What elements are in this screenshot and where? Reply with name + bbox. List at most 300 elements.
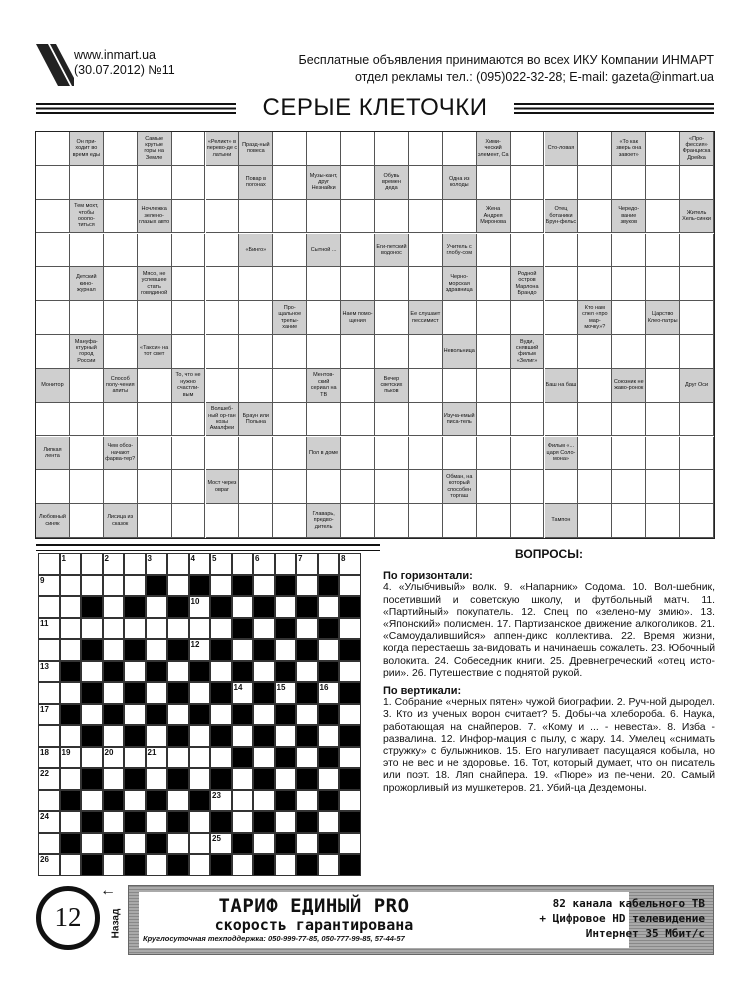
crossword-cell[interactable] [210,833,232,855]
back-button[interactable]: Назад [110,908,122,939]
scanword-cell [341,200,375,234]
crossword-black-cell [296,596,318,618]
crossword-number: 19 [61,747,71,757]
scanword-cell [70,403,104,437]
crossword-number: 14 [233,683,243,692]
scanword-cell [307,403,341,437]
crossword-cell[interactable] [210,661,232,683]
scanword-clue: Кто нам спел «про мар-мочку»? [578,301,612,335]
crossword-black-cell [103,661,125,683]
crossword-cell[interactable] [124,704,146,726]
crossword-cell[interactable] [232,553,254,575]
crossword-cell[interactable] [167,747,189,769]
scanword-cell [511,132,545,166]
scanword-cell [138,403,172,437]
crossword-cell[interactable] [38,639,60,661]
crossword-cell[interactable] [296,833,318,855]
scanword-cell [511,504,545,538]
crossword-cell[interactable] [60,747,82,769]
scanword-cell [341,267,375,301]
crossword-black-cell [318,618,340,640]
crossword-cell[interactable] [124,747,146,769]
scanword-cell [443,200,477,234]
crossword-cell[interactable] [210,704,232,726]
crossword-black-cell [81,682,103,704]
crossword-cell[interactable] [38,747,60,769]
crossword-cell[interactable] [103,747,125,769]
crossword-cell[interactable] [60,725,82,747]
crossword-cell[interactable] [339,790,361,812]
crossword-black-cell [253,639,275,661]
crossword-cell[interactable] [81,790,103,812]
scanword-cell [36,301,70,335]
scanword-cell [578,403,612,437]
crossword-cell[interactable] [189,682,211,704]
crossword-cell[interactable] [103,768,125,790]
crossword-cell[interactable] [189,618,211,640]
ad-banner[interactable] [128,885,714,955]
scanword-clue: Про-щальное трепы-хание [273,301,307,335]
crossword-cell[interactable] [38,704,60,726]
crossword-cell[interactable] [167,661,189,683]
crossword-black-cell [296,768,318,790]
crossword-cell[interactable] [275,768,297,790]
crossword-cell[interactable] [253,618,275,640]
crossword-cell[interactable] [189,725,211,747]
crossword-cell[interactable] [146,725,168,747]
scanword-cell [172,504,206,538]
scanword-clue: Вечер светских пьков [375,369,409,403]
crossword-cell[interactable] [318,639,340,661]
scanword-clue: Отец ботаники Брун-фельс [545,200,579,234]
scanword-cell [443,301,477,335]
scanword-clue: Сто-ловая [545,132,579,166]
scanword-cell [578,470,612,504]
crossword-cell[interactable] [339,575,361,597]
scanword-clue: Еги-петский водонос [375,234,409,268]
crossword-black-cell [210,854,232,876]
scanword-cell [612,301,646,335]
scanword-cell [545,301,579,335]
scanword-cell [172,200,206,234]
ad-subtitle: скорость гарантирована [214,916,414,934]
crossword-cell[interactable] [38,790,60,812]
crossword-cell[interactable] [189,811,211,833]
scanword-cell [612,166,646,200]
scanword-cell [239,267,273,301]
crossword-cell[interactable] [339,747,361,769]
crossword-black-cell [232,618,254,640]
crossword-cell[interactable] [103,596,125,618]
crossword-cell[interactable] [38,575,60,597]
scanword-clue: «Бинго» [239,234,273,268]
crossword-cell[interactable] [146,639,168,661]
crossword-black-cell [210,811,232,833]
scanword-cell [273,267,307,301]
crossword-cell[interactable] [81,575,103,597]
crossword-cell[interactable] [210,618,232,640]
crossword-cell[interactable] [210,553,232,575]
crossword-black-cell [339,682,361,704]
crossword-number: 10 [190,597,200,606]
crossword-number: 11 [40,618,49,628]
scanword-clue: Житель Хель-синки [680,200,714,234]
scanword-cell [612,335,646,369]
crossword-black-cell [210,725,232,747]
crossword-cell[interactable] [296,747,318,769]
crossword-cell[interactable] [253,553,275,575]
scanword-clue: Невольница [443,335,477,369]
crossword-cell[interactable] [103,639,125,661]
scanword-cell [341,403,375,437]
crossword-cell[interactable] [318,596,340,618]
scanword-cell [477,335,511,369]
scanword-cell [646,200,680,234]
scanword-cell [273,369,307,403]
crossword-cell[interactable] [124,575,146,597]
crossword-cell[interactable] [38,833,60,855]
crossword-cell[interactable] [38,661,60,683]
crossword-cell[interactable] [318,553,340,575]
crossword-cell[interactable] [103,682,125,704]
crossword-cell[interactable] [60,811,82,833]
scanword-clue: Липкая лента [36,437,70,471]
scanword-cell [307,132,341,166]
scanword-cell [36,403,70,437]
crossword-cell[interactable] [189,747,211,769]
crossword-cell[interactable] [167,575,189,597]
ad-features [539,896,705,941]
crossword-cell[interactable] [146,596,168,618]
crossword-cell[interactable] [275,553,297,575]
crossword-cell[interactable] [232,854,254,876]
crossword-cell[interactable] [124,790,146,812]
scanword-cell [172,267,206,301]
scanword-cell [70,437,104,471]
scanword-cell [545,470,579,504]
crossword-cell[interactable] [189,639,211,661]
crossword-black-cell [189,704,211,726]
crossword-cell[interactable] [38,854,60,876]
crossword-cell[interactable] [296,553,318,575]
crossword-cell[interactable] [103,854,125,876]
crossword-cell[interactable] [275,811,297,833]
scanword-clue: Тем мохт, чтобы ооопо-титься [70,200,104,234]
crossword-cell[interactable] [38,596,60,618]
crossword-cell[interactable] [253,575,275,597]
crossword-cell[interactable] [146,747,168,769]
crossword-black-cell [189,661,211,683]
crossword-black-cell [318,747,340,769]
scanword-cell [206,267,240,301]
crossword-black-cell [124,854,146,876]
header-right [299,52,714,86]
crossword-cell[interactable] [232,682,254,704]
crossword-cell[interactable] [296,661,318,683]
crossword-cell[interactable] [232,596,254,618]
crossword-cell[interactable] [275,725,297,747]
crossword-number: 23 [212,790,221,800]
crossword-number: 25 [212,833,221,843]
crossword-black-cell [275,747,297,769]
scanword-cell [273,504,307,538]
scanword-cell [646,234,680,268]
scanword-cell [443,504,477,538]
scanword-cell [375,132,409,166]
scanword-cell [104,166,138,200]
scanword-cell [375,335,409,369]
crossword-cell[interactable] [232,790,254,812]
scanword-cell [239,200,273,234]
scanword-cell [375,403,409,437]
crossword-cell[interactable] [275,682,297,704]
crossword-cell[interactable] [60,553,82,575]
crossword-black-cell [146,833,168,855]
scanword-cell [104,470,138,504]
crossword-cell[interactable] [318,811,340,833]
scanword-cell [273,403,307,437]
scanword-clue: Одна из колоды [443,166,477,200]
crossword-cell[interactable] [253,747,275,769]
crossword-black-cell [318,790,340,812]
scanword-cell [646,470,680,504]
crossword-black-cell [210,639,232,661]
crossword-cell[interactable] [253,704,275,726]
crossword-black-cell [275,790,297,812]
crossword-cell[interactable] [167,704,189,726]
scanword-cell [511,166,545,200]
crossword-cell[interactable] [253,833,275,855]
crossword-cell[interactable] [81,833,103,855]
scanword-cell [341,234,375,268]
crossword-cell[interactable] [167,553,189,575]
crossword-black-cell [253,811,275,833]
crossword-cell[interactable] [60,575,82,597]
crossword-cell[interactable] [38,682,60,704]
scanword-cell [578,166,612,200]
crossword-black-cell [296,854,318,876]
crossword-cell[interactable] [38,811,60,833]
crossword-number: 12 [190,640,200,649]
crossword-cell[interactable] [124,553,146,575]
crossword-black-cell [60,704,82,726]
crossword-cell[interactable] [146,854,168,876]
scanword-cell [511,301,545,335]
crossword-cell[interactable] [318,854,340,876]
crossword-cell[interactable] [253,790,275,812]
crossword-cell[interactable] [275,639,297,661]
site-link[interactable]: www.inmart.ua [74,48,156,62]
crossword-cell[interactable] [103,575,125,597]
crossword-cell[interactable] [210,790,232,812]
scanword-cell [409,504,443,538]
crossword-black-cell [81,854,103,876]
crossword-cell[interactable] [38,725,60,747]
crossword-cell[interactable] [146,811,168,833]
crossword-black-cell [167,639,189,661]
crossword-cell[interactable] [210,575,232,597]
crossword-cell[interactable] [318,725,340,747]
scanword-cell [239,504,273,538]
scanword-cell [375,504,409,538]
crossword-cell[interactable] [167,833,189,855]
crossword-number: 17 [40,704,49,714]
crossword-black-cell [296,725,318,747]
scanword-clue: Чередо-вание звуков [612,200,646,234]
crossword-black-cell [318,704,340,726]
crossword-cell[interactable] [60,854,82,876]
crossword-black-cell [253,596,275,618]
crossword-cell[interactable] [38,768,60,790]
crossword-cell[interactable] [275,854,297,876]
crossword-cell[interactable] [103,618,125,640]
back-arrow-icon[interactable]: ← [100,882,116,899]
scanword-cell [307,267,341,301]
scanword-cell [341,166,375,200]
crossword-cell[interactable] [232,639,254,661]
crossword-cell[interactable] [296,618,318,640]
header-stripes-logo [34,44,74,86]
scanword-cell [443,132,477,166]
scanword-clue: Мясо, не успевшее стать говядиной [138,267,172,301]
crossword-cell[interactable] [81,747,103,769]
crossword-black-cell [296,639,318,661]
page-title: СЕРЫЕ КЛЕТОЧКИ [262,94,488,121]
crossword-cell[interactable] [146,682,168,704]
crossword-cell[interactable] [189,833,211,855]
crossword-black-cell [318,575,340,597]
crossword-cell[interactable] [103,553,125,575]
crossword-black-cell [146,790,168,812]
crossword-cell[interactable] [60,618,82,640]
crossword-cell[interactable] [103,725,125,747]
title-row [36,94,714,124]
crossword-cell[interactable] [189,854,211,876]
crossword-black-cell [210,596,232,618]
crossword-cell[interactable] [339,833,361,855]
crossword-cell[interactable] [81,553,103,575]
scanword-cell [36,470,70,504]
crossword-cell[interactable] [81,618,103,640]
scanword-cell [511,470,545,504]
scanword-cell [36,132,70,166]
crossword-cell[interactable] [275,596,297,618]
crossword-cell[interactable] [38,553,60,575]
scanword-cell [409,470,443,504]
crossword-cell[interactable] [146,553,168,575]
scanword-clue: Обман, на который способен торгаш [443,470,477,504]
crossword-cell[interactable] [339,618,361,640]
crossword-black-cell [167,768,189,790]
crossword-cell[interactable] [60,682,82,704]
crossword-cell[interactable] [318,768,340,790]
scanword-cell [239,437,273,471]
crossword-cell[interactable] [189,553,211,575]
scanword-cell [511,437,545,471]
crossword-cell[interactable] [146,618,168,640]
questions-block [383,548,715,800]
scanword-cell [409,200,443,234]
crossword-cell[interactable] [60,639,82,661]
crossword-cell[interactable] [232,811,254,833]
scanword-cell [273,132,307,166]
crossword-number: 9 [40,575,45,585]
crossword-cell[interactable] [210,747,232,769]
scanword-cell [239,470,273,504]
crossword-black-cell [189,575,211,597]
scanword-clue: Ночлежка зелено-глазых авто [138,200,172,234]
scanword-clue: Тампон [545,504,579,538]
crossword-cell[interactable] [339,704,361,726]
crossword-cell[interactable] [296,575,318,597]
scanword-cell [409,132,443,166]
crossword-cell[interactable] [81,704,103,726]
crossword-cell[interactable] [124,661,146,683]
scanword-cell [172,470,206,504]
scanword-cell [477,166,511,200]
scanword-cell [511,200,545,234]
crossword-cell[interactable] [296,790,318,812]
crossword-black-cell [339,811,361,833]
scanword-clue: Родной остров Марлона Брандо [511,267,545,301]
crossword-cell[interactable] [189,768,211,790]
crossword-cell[interactable] [189,596,211,618]
crossword-cell[interactable] [103,811,125,833]
scanword-cell [341,335,375,369]
scanword-clue: Черно-морская здравница [443,267,477,301]
crossword-cell[interactable] [167,618,189,640]
crossword-cell[interactable] [38,618,60,640]
scanword-clue: Ее слушает пессимист [409,301,443,335]
crossword-cell[interactable] [232,725,254,747]
scanword-cell [36,267,70,301]
across-title: По горизонтали: [383,570,473,583]
crossword-black-cell [103,833,125,855]
crossword-cell[interactable] [146,768,168,790]
scanword-clue: Повар в погонах [239,166,273,200]
crossword-cell[interactable] [318,682,340,704]
crossword-cell[interactable] [81,661,103,683]
crossword-cell[interactable] [296,704,318,726]
crossword-cell[interactable] [339,661,361,683]
crossword-black-cell [253,725,275,747]
scanword-cell [646,403,680,437]
scanword-cell [511,234,545,268]
scanword-cell [206,437,240,471]
crossword-number: 26 [40,855,49,864]
crossword-cell[interactable] [232,768,254,790]
crossword-cell[interactable] [339,553,361,575]
scanword-cell [612,504,646,538]
crossword-cell[interactable] [124,618,146,640]
scanword-clue: Ментов-ский сериал на ТВ [307,369,341,403]
crossword-number: 4 [190,554,195,563]
crossword-cell[interactable] [60,596,82,618]
crossword-black-cell [167,725,189,747]
scanword-cell [70,369,104,403]
crossword-cell[interactable] [60,768,82,790]
scanword-cell [443,369,477,403]
crossword-cell[interactable] [167,790,189,812]
crossword-black-cell [296,682,318,704]
crossword-cell[interactable] [124,833,146,855]
crossword-cell[interactable] [253,661,275,683]
scanword-cell [36,200,70,234]
crossword-black-cell [318,833,340,855]
scanword-cell [409,335,443,369]
crossword-number: 18 [40,747,49,757]
scanword-clue: Царство Клео-патры [646,301,680,335]
